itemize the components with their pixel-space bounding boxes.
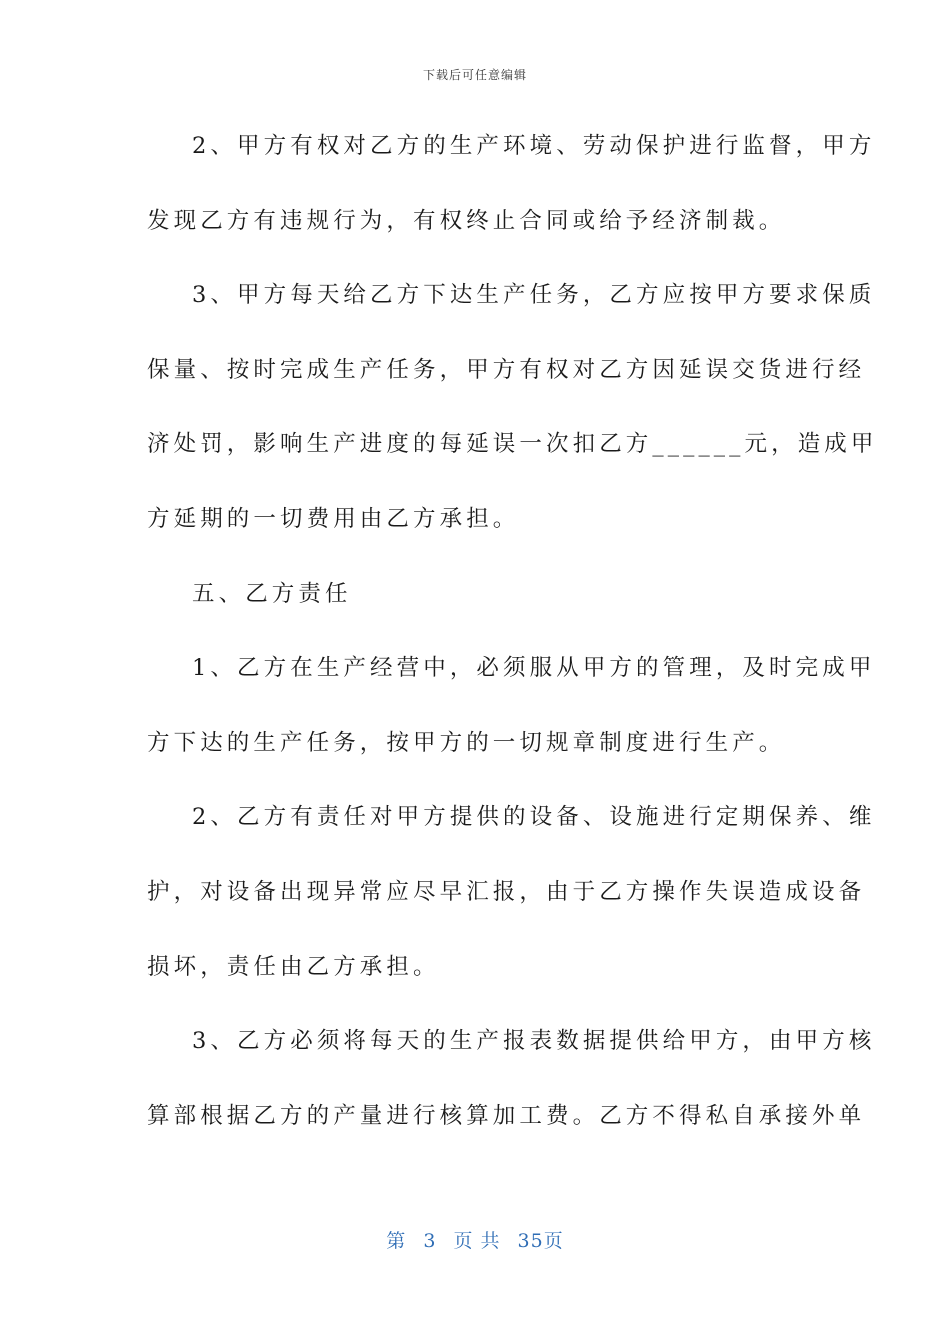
section-heading: 五、乙方责任 — [192, 580, 352, 607]
paragraph-line: 方下达的生产任务，按甲方的一切规章制度进行生产。 — [147, 729, 786, 756]
paragraph-line: 方延期的一切费用由乙方承担。 — [147, 505, 520, 532]
page-number-middle: 页 共 — [453, 1230, 501, 1252]
paragraph-line: 3、乙方必须将每天的生产报表数据提供给甲方，由甲方核 — [192, 1028, 876, 1055]
page-footer — [0, 1226, 950, 1253]
paragraph-line: 算部根据乙方的产量进行核算加工费。乙方不得私自承接外单 — [147, 1102, 866, 1129]
page-header: 下载后可任意编辑 — [422, 68, 527, 82]
document-body — [147, 120, 878, 1164]
paragraph-line: 3、甲方每天给乙方下达生产任务，乙方应按甲方要求保质 — [192, 282, 876, 309]
paragraph-line: 2、乙方有责任对甲方提供的设备、设施进行定期保养、维 — [192, 804, 876, 831]
page-number-prefix: 第 — [386, 1230, 407, 1252]
paragraph-line: 1、乙方在生产经营中，必须服从甲方的管理，及时完成甲 — [192, 655, 876, 682]
paragraph-line: 护，对设备出现异常应尽早汇报，由于乙方操作失误造成设备 — [147, 878, 866, 905]
paragraph-line: 2、甲方有权对乙方的生产环境、劳动保护进行监督，甲方 — [192, 133, 876, 159]
total-page-count: 35页 — [517, 1230, 564, 1252]
paragraph-line: 保量、按时完成生产任务，甲方有权对乙方因延误交货进行经 — [147, 356, 866, 383]
paragraph-line: 损坏，责任由乙方承担。 — [147, 953, 440, 980]
current-page-number: 3 — [423, 1230, 437, 1252]
paragraph-line: 发现乙方有违规行为，有权终止合同或给予经济制裁。 — [147, 207, 786, 234]
paragraph-line: 济处罚，影响生产进度的每延误一次扣乙方______元，造成甲 — [147, 431, 878, 458]
